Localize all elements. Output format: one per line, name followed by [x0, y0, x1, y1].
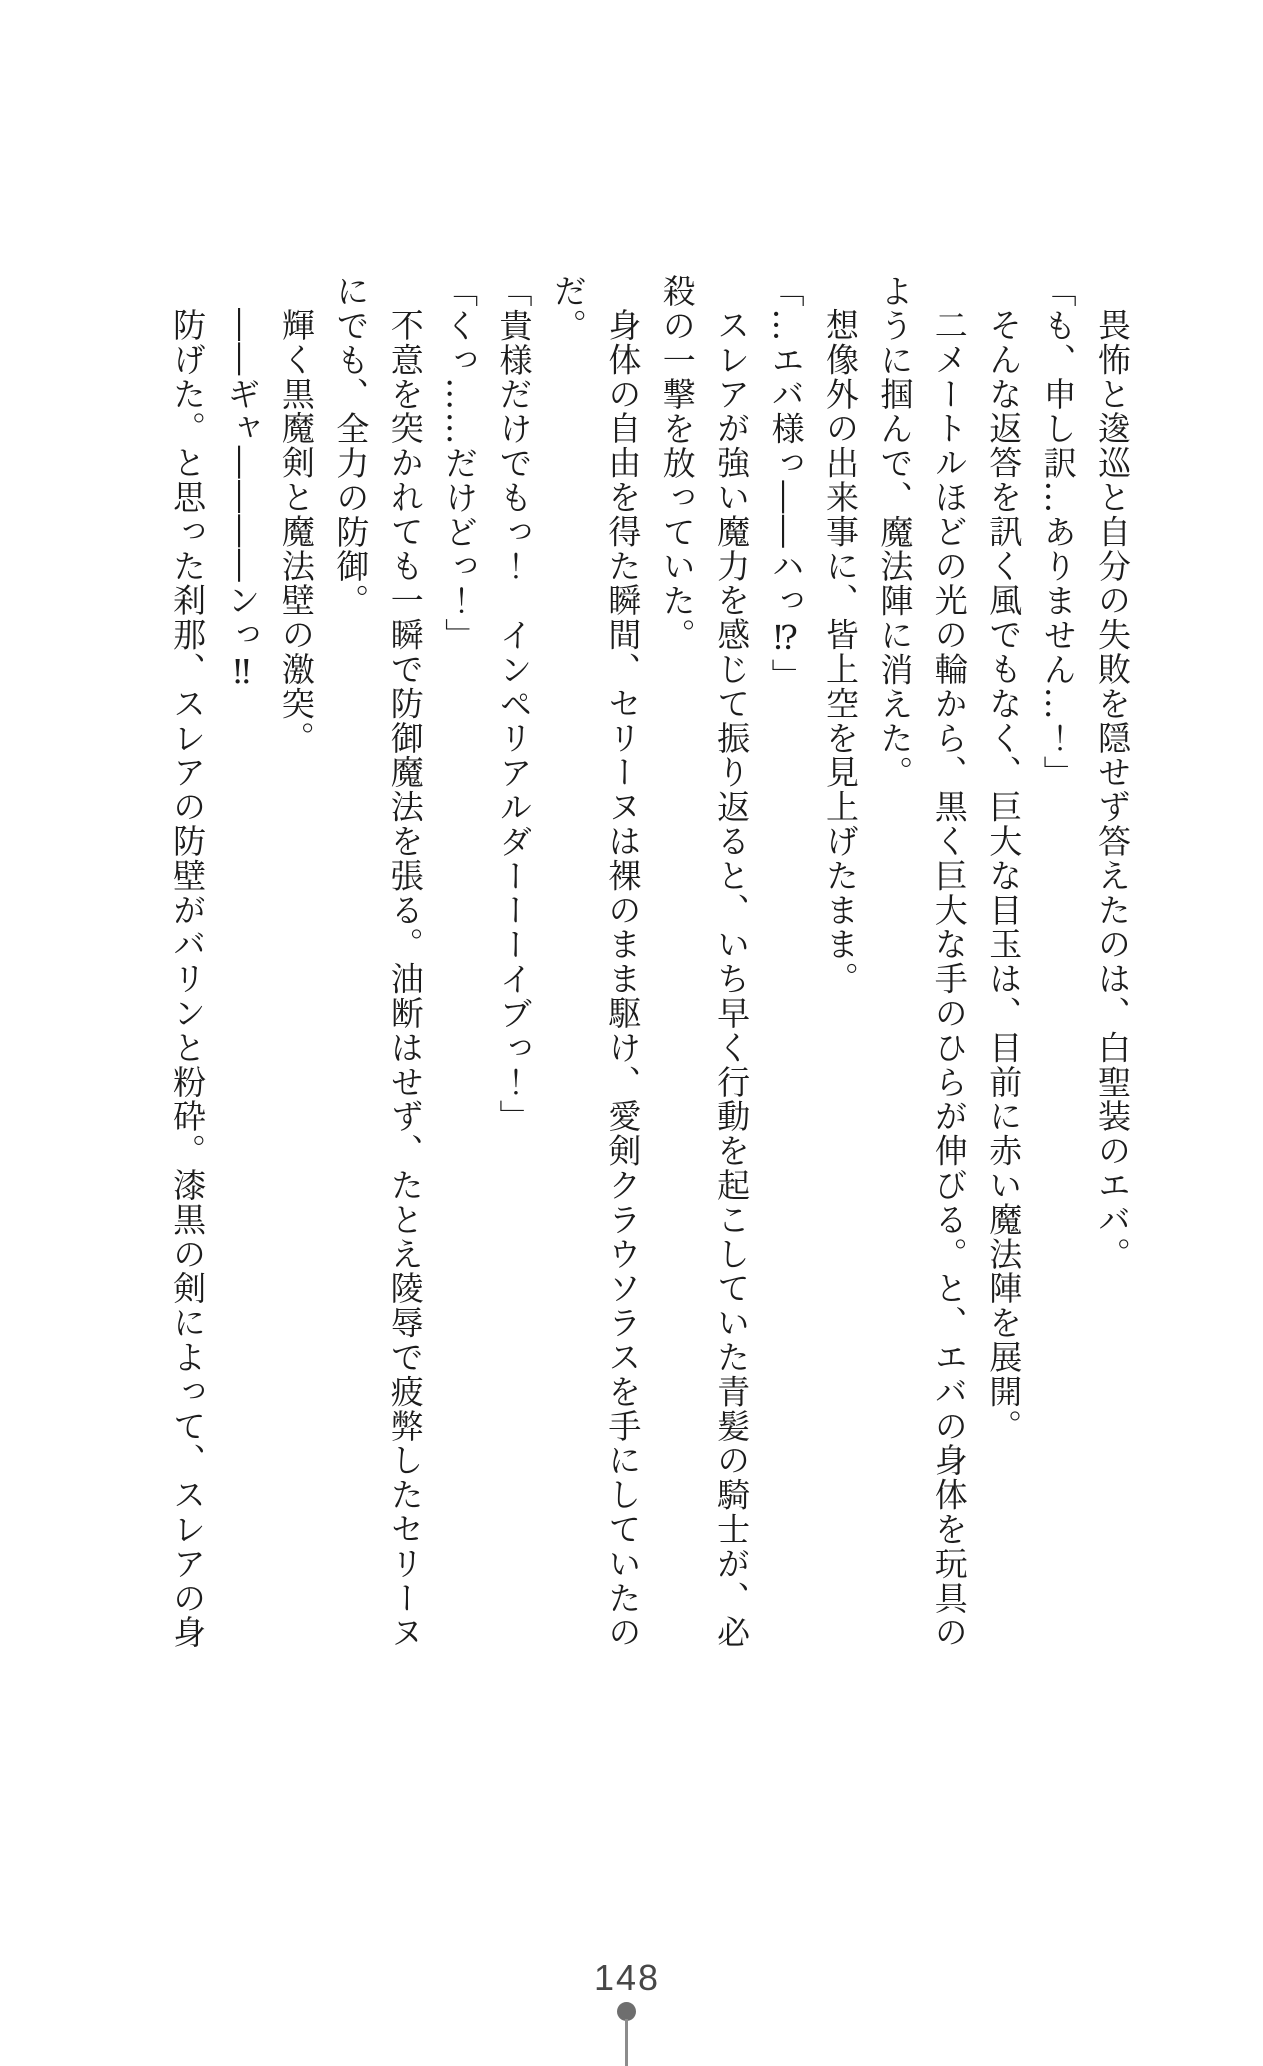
text-line: ――ギャ――――ンっ‼: [222, 308, 262, 693]
text-line: 「も、申し訳…ありません…！」: [1038, 274, 1078, 790]
text-block: [160, 274, 1139, 1650]
text-line: 輝く黒魔剣と魔法壁の激突。: [276, 308, 316, 756]
text-line: 想像外の出来事に、皆上空を見上げたまま。: [820, 308, 860, 996]
text-line: スレアが強い魔力を感じて振り返ると、いち早く行動を起こしていた青髪の騎士が、必殺の一撃を放っていた。: [657, 274, 752, 1650]
text-line: 防げた。と思った刹那、スレアの防壁がバリンと粉砕。漆黒の剣によって、スレアの身: [168, 308, 208, 1650]
text-line: 身体の自由を得た瞬間、セリーヌは裸のまま駆け、愛剣クラウソラスを手にしていたのだ。: [548, 274, 643, 1650]
page-number: 148: [593, 1957, 661, 1998]
text-line: 「くっ……だけどっ！」: [440, 274, 480, 653]
text-line: 二メートルほどの光の輪から、黒く巨大な手のひらが伸びる。と、エバの身体を玩具のように掴んで、魔法陣に消えた。: [875, 274, 969, 1650]
folio-rule: [625, 2019, 628, 2066]
text-line: 「貴様だけでもっ！ インペリアルダーーーイブっ！」: [494, 274, 534, 1134]
text-line: そんな返答を訊く風でもなく、巨大な目玉は、目前に赤い魔法陣を展開。: [984, 308, 1024, 1444]
text-line: 畏怖と逡巡と自分の失敗を隠せず答えたのは、白聖装のエバ。: [1093, 308, 1132, 1272]
text-line: 「…エバ様っ――ハっ⁉」: [766, 274, 806, 693]
text-line: 不意を突かれても一瞬で防御魔法を張る。油断はせず、たとえ陵辱で疲弊したセリーヌにでも、全力の防御。: [331, 274, 425, 1650]
